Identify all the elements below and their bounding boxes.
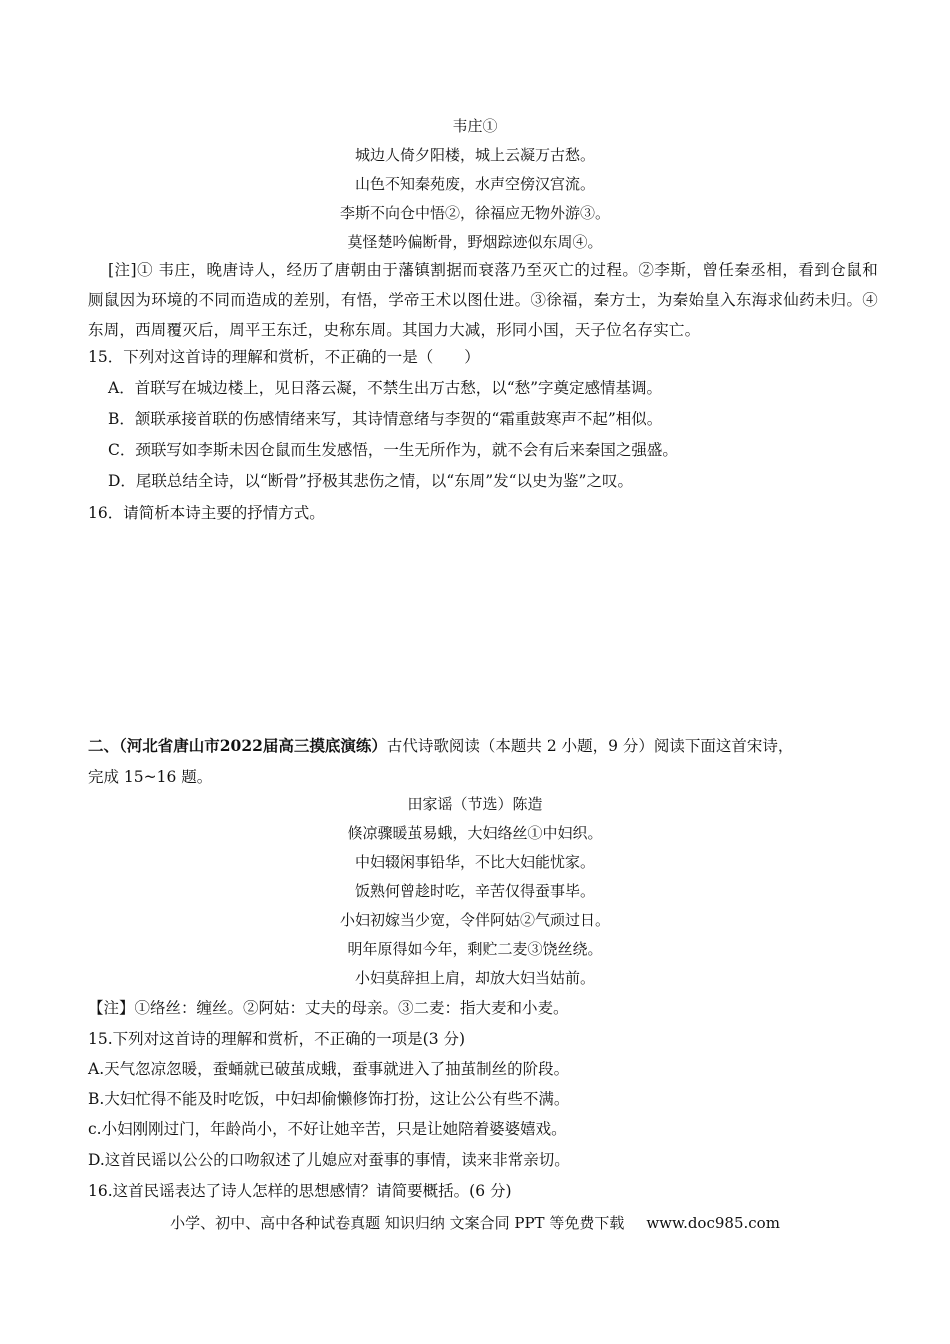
- question-15b-option-d: D.这首民谣以公公的口吻叙述了儿媳应对蚕事的事情，读来非常亲切。: [88, 1151, 570, 1169]
- poem2-title: 田家谣（节选）陈造: [407, 795, 543, 813]
- poem2: [0, 790, 950, 993]
- poem2-line: 饭熟何曾趁时吃，辛苦仅得蚕事毕。: [354, 882, 595, 900]
- poem1-notes: [注]① 韦庄，晚唐诗人，经历了唐朝由于藩镇割据而衰落乃至灭亡的过程。②李斯，曾任秦丞相，看到仓鼠和厕鼠因为环境的不同而造成的差别，有悟，学帝王术以图仕进。③徐福，秦方士，为秦始皇入东海求仙药未归。④东周，西周覆灭后，周平王东迁，史称东周。其国力大减，形同小国，天子位名存实亡。: [88, 261, 878, 339]
- section-2-prefix: 二、: [88, 736, 120, 755]
- poem1-line: 城边人倚夕阳楼，城上云凝万古愁。: [354, 146, 595, 164]
- section-2-source: （河北省唐山市2022届高三摸底演练）: [119, 736, 387, 755]
- question-15-option-c: C．颈联写如李斯未因仓鼠而生发感悟，一生无所作为，就不会有后来秦国之强盛。: [108, 441, 678, 459]
- question-15b-option-c: c.小妇刚刚过门，年龄尚小，不好让她辛苦，只是让她陪着婆婆嬉戏。: [88, 1120, 567, 1138]
- poem2-line: 倏凉骤暖茧易蛾，大妇络丝①中妇织。: [347, 824, 603, 842]
- footer-text: 小学、初中、高中各种试卷真题 知识归纳 文案合同 PPT 等免费下载: [170, 1214, 625, 1232]
- question-15b-option-a: A.天气忽凉忽暖，蚕蛹就已破茧成蛾，蚕事就进入了抽茧制丝的阶段。: [88, 1060, 570, 1078]
- poem1-title: 韦庄①: [452, 117, 498, 135]
- poem1: [0, 112, 950, 257]
- question-15-stem: 15．下列对这首诗的理解和赏析，不正确的一是（ ）: [88, 348, 480, 366]
- page-footer: [0, 1211, 950, 1235]
- question-16b-stem: 16.这首民谣表达了诗人怎样的思想感情？请简要概括。(6 分): [88, 1182, 512, 1200]
- poem2-line: 小妇初嫁当少宽，令伴阿姑②气顽过日。: [339, 911, 610, 929]
- poem2-line: 明年原得如今年，剩贮二麦③饶丝绕。: [347, 940, 603, 958]
- section-2-intro-line2: 完成 15~16 题。: [88, 768, 213, 786]
- question-15-option-a: A．首联写在城边楼上，见日落云凝，不禁生出万古愁，以“愁”字奠定感情基调。: [108, 379, 663, 397]
- section-2-intro-text: 古代诗歌阅读（本题共 2 小题，9 分）阅读下面这首宋诗，: [386, 737, 794, 755]
- question-15b-stem: 15.下列对这首诗的理解和赏析，不正确的一项是(3 分): [88, 1030, 466, 1048]
- poem1-line: 莫怪楚吟偏断骨，野烟踪迹似东周④。: [347, 233, 603, 251]
- question-15-option-d: D．尾联总结全诗，以“断骨”抒极其悲伤之情，以“东周”发“以史为鉴”之叹。: [108, 472, 633, 490]
- poem2-line: 中妇辍闲事铅华，不比大妇能忧家。: [354, 853, 595, 871]
- poem1-line: 山色不知秦苑废，水声空傍汉宫流。: [354, 175, 595, 193]
- poem2-notes: 【注】①络丝：缠丝。②阿姑：丈夫的母亲。③二麦：指大麦和小麦。: [88, 999, 569, 1017]
- poem1-line: 李斯不向仓中悟②，徐福应无物外游③。: [339, 204, 610, 222]
- question-16-stem: 16．请简析本诗主要的抒情方式。: [88, 504, 325, 522]
- section-2-intro: [88, 731, 793, 761]
- footer-link[interactable]: www.doc985.com: [646, 1214, 780, 1232]
- poem2-line: 小妇莫辞担上肩，却放大妇当姑前。: [354, 969, 595, 987]
- question-15b-option-b: B.大妇忙得不能及时吃饭，中妇却偷懒修饰打扮，这让公公有些不满。: [88, 1090, 570, 1108]
- question-15-option-b: B．颔联承接首联的伤感情绪来写，其诗情意绪与李贺的“霜重鼓寒声不起”相似。: [108, 410, 663, 428]
